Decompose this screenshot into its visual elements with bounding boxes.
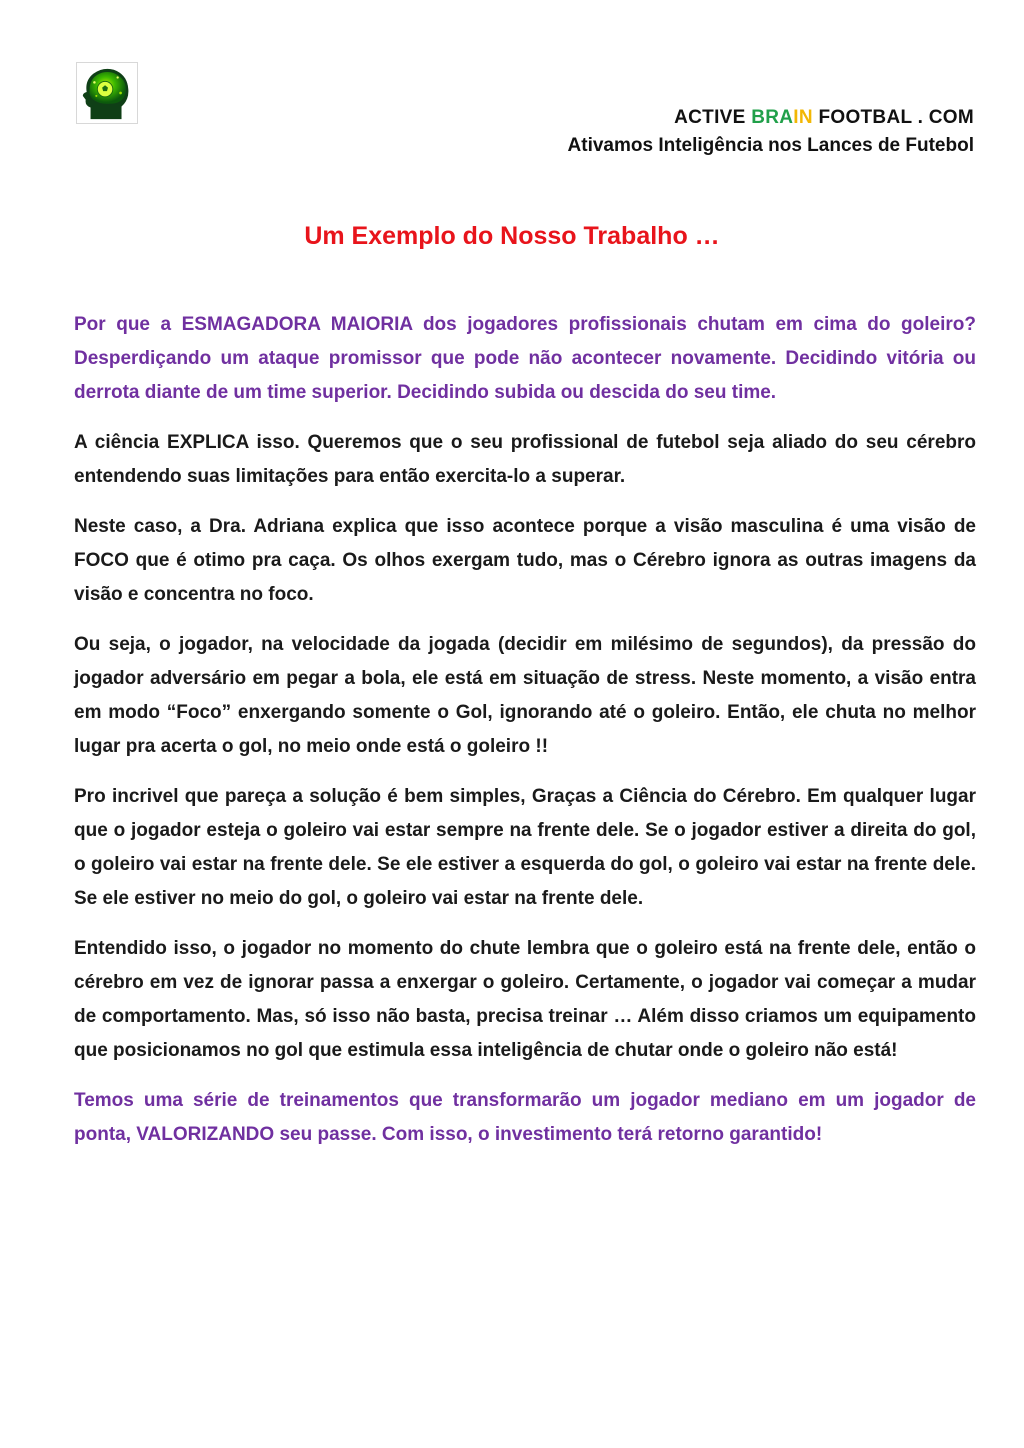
brand-brain-yellow: IN bbox=[793, 107, 813, 128]
paragraph-training: Entendido isso, o jogador no momento do chute lembra que o goleiro está na frente dele, então o cérebro em vez de ignorar passa a enxergar o goleiro. Certamente, o jogador vai começar a mudar de comportamento. Mas, só isso não basta, precisa treinar … Além disso criamos um equipamento que posicionamos no gol que estimula essa inteligência de chutar onde o goleiro não está! bbox=[74, 938, 976, 1061]
paragraph-focus-vision: Neste caso, a Dra. Adriana explica que isso acontece porque a visão masculina é uma visão de FOCO que é otimo pra caça. Os olhos exergam tudo, mas o Cérebro ignora as outras imagens da visão e concentra no foco. bbox=[74, 516, 976, 605]
brand-suffix: FOOTBAL . COM bbox=[812, 107, 974, 128]
page-title: Um Exemplo do Nosso Trabalho … bbox=[304, 222, 720, 250]
paragraph-science: A ciência EXPLICA isso. Queremos que o seu profissional de futebol seja aliado do seu cérebro entendendo suas limitações para então exercita-lo a superar. bbox=[74, 432, 976, 487]
paragraph-solution: Pro incrivel que pareça a solução é bem simples, Graças a Ciência do Cérebro. Em qualquer lugar que o jogador esteja o goleiro vai estar sempre na frente dele. Se o jogador estiver a direita do gol, o goleiro vai estar na frente dele. Se ele estiver a esquerda do gol, o goleiro vai estar na frente dele. Se ele estiver no meio do gol, o goleiro vai estar na frente dele. bbox=[74, 786, 976, 909]
brand-brain-green: BRA bbox=[751, 107, 794, 128]
document-body bbox=[74, 308, 976, 1168]
brain-football-head-icon bbox=[76, 62, 138, 124]
paragraph-stress: Ou seja, o jogador, na velocidade da jogada (decidir em milésimo de segundos), da pressão do jogador adversário em pegar a bola, ele está em situação de stress. Neste momento, a visão entra em modo “Foco” enxergando somente o Gol, ignorando até o goleiro. Então, ele chuta no melhor lugar pra acerta o gol, no meio onde está o goleiro !! bbox=[74, 634, 976, 757]
brand-name bbox=[568, 104, 974, 132]
brand-header bbox=[568, 104, 974, 160]
brand-prefix: ACTIVE bbox=[674, 107, 752, 128]
brand-tagline: Ativamos Inteligência nos Lances de Futebol bbox=[567, 135, 974, 156]
paragraph-intro-question: Por que a ESMAGADORA MAIORIA dos jogadores profissionais chutam em cima do goleiro? Desperdiçando um ataque promissor que pode não acontecer novamente. Decidindo vitória ou derrota diante de um time superior. Decidindo subida ou descida do seu time. bbox=[74, 314, 976, 403]
paragraph-conclusion: Temos uma série de treinamentos que transformarão um jogador mediano em um jogador de ponta, VALORIZANDO seu passe. Com isso, o investimento terá retorno garantido! bbox=[74, 1090, 976, 1145]
logo-graphic bbox=[77, 63, 137, 123]
